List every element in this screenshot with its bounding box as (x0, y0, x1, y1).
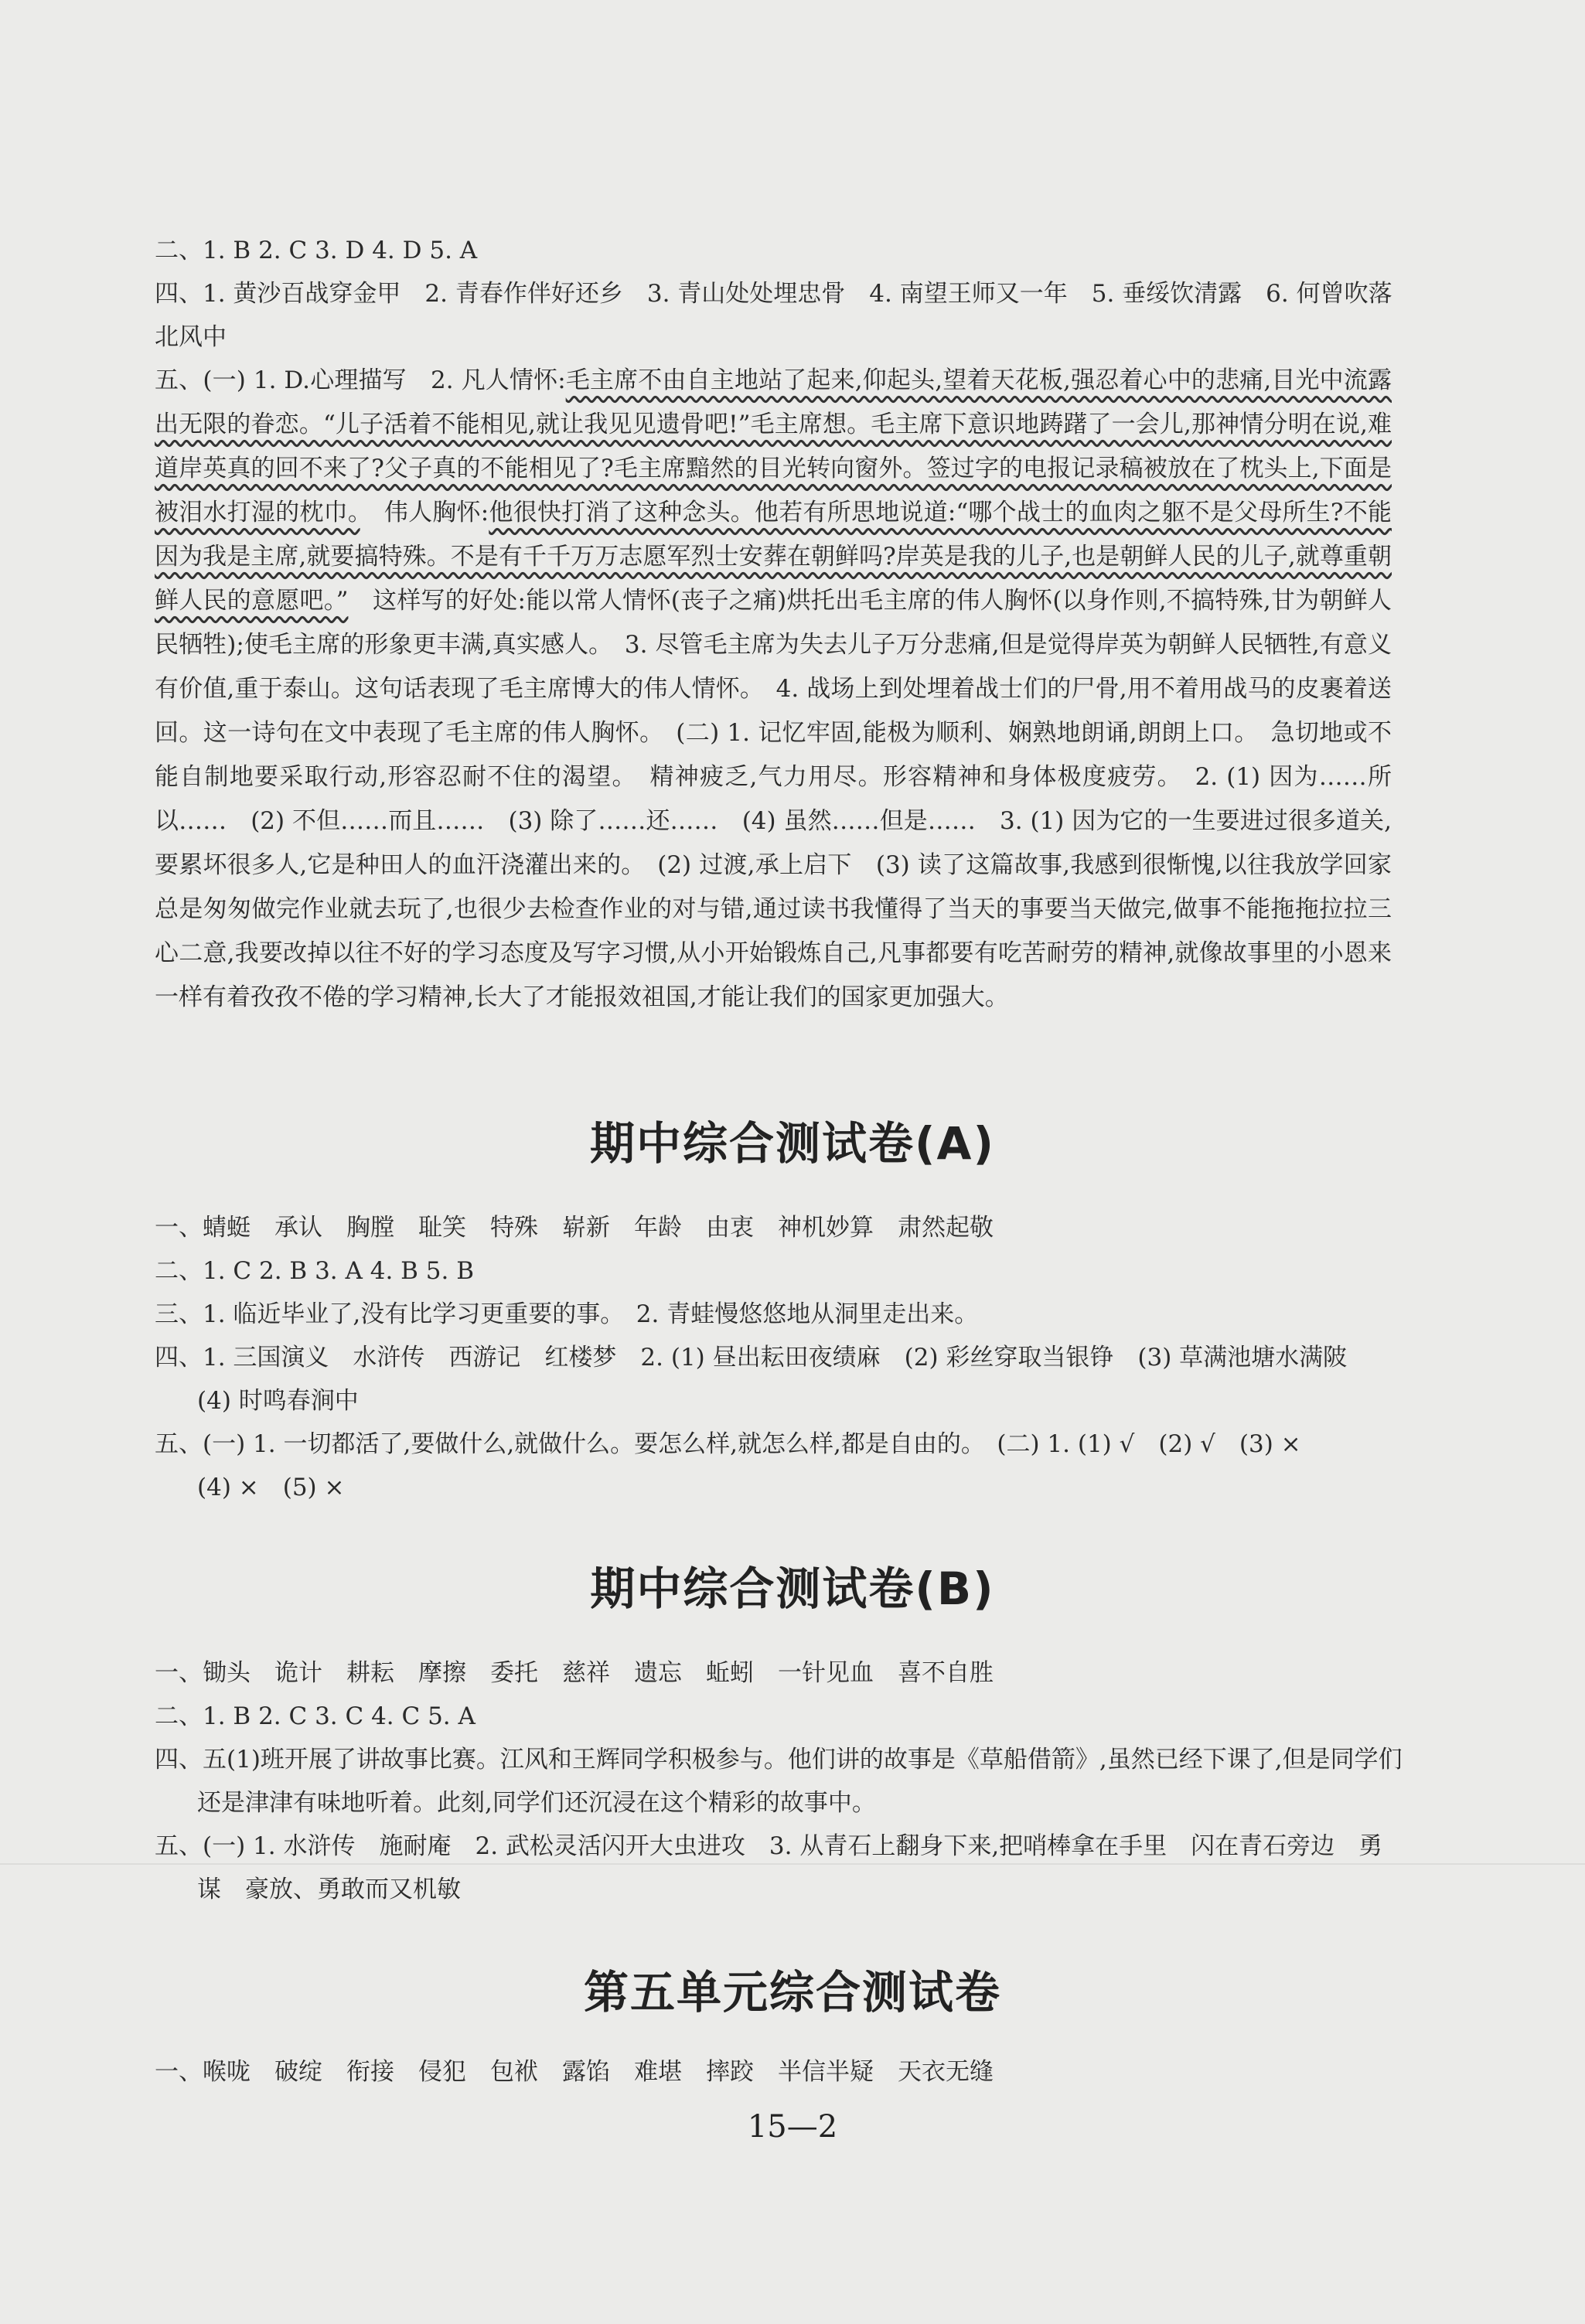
sec1-q5-wavy-human: 毛主席不由自主地站了起来,仰起头,望着天花板,强忍着心中的悲痛,目光中流露出无限的眷恋。“儿子活着不能相见,就让我见见遗骨吧!”毛主席想。毛主席下意识地踌躇了一会儿,那神情分明在说,难道岸英真的回不来了?父子真的不能相见了?毛主席黯然的目光转向窗外。签过字的电报记录稿被放在了枕头上,下面是被泪水打湿的枕巾。 (155, 366, 1392, 526)
page-number: 15—2 (747, 2109, 838, 2145)
sec2-q5-line1: 五、(一) 1. 一切都活了,要做什么,就做什么。要怎么样,就怎么样,都是自由的。 (二) 1. (1) √ (2) √ (3) × (155, 1430, 1301, 1458)
page-crease (0, 1863, 1585, 1865)
sec2-q5-line2: (4) × (5) × (197, 1474, 345, 1501)
sec2-q1: 一、蜻蜓 承认 胸膛 耻笑 特殊 崭新 年龄 由衷 神机妙算 肃然起敬 (155, 1214, 994, 1242)
sec2-title: 期中综合测试卷(A) (590, 1117, 995, 1170)
sec2-q4-line2: (4) 时鸣春涧中 (197, 1387, 359, 1415)
sec1-q5-intro: 五、(一) 1. D.心理描写 2. 凡人情怀: (155, 366, 566, 394)
sec1-q5-mid: 伟人胸怀: (360, 499, 489, 526)
sec3-title: 期中综合测试卷(B) (590, 1562, 995, 1615)
sec1-q4-line2: 北风中 (155, 323, 227, 351)
sec1-q4-line1: 四、1. 黄沙百战穿金甲 2. 青春作伴好还乡 3. 青山处处埋忠骨 4. 南望王师又一年 5. 垂绥饮清露 6. 何曾吹落 (155, 280, 1392, 308)
sec1-q5-wavy-leader: 他很快打消了这种念头。他若有所思地说道:“哪个战士的血肉之躯不是父母所生?不能因为我是主席,就要搞特殊。不是有千千万万志愿军烈士安葬在朝鲜吗?岸英是我的儿子,也是朝鲜人民的儿子,就尊重朝鲜人民的意愿吧。” (155, 499, 1392, 615)
sec3-q4-line2: 还是津津有味地听着。此刻,同学们还沉浸在这个精彩的故事中。 (197, 1789, 876, 1817)
sec3-q4-line1: 四、五(1)班开展了讲故事比赛。江风和王辉同学积极参与。他们讲的故事是《草船借箭》,虽然已经下课了,但是同学们 (155, 1746, 1403, 1774)
sec4-q1: 一、喉咙 破绽 衔接 侵犯 包袱 露馅 难堪 摔跤 半信半疑 天衣无缝 (155, 2058, 994, 2086)
sec4-title: 第五单元综合测试卷 (583, 1966, 1001, 2019)
sec3-q1: 一、锄头 诡计 耕耘 摩擦 委托 慈祥 遗忘 蚯蚓 一针见血 喜不自胜 (155, 1659, 994, 1687)
sec1-q2: 二、1. B 2. C 3. D 4. D 5. A (155, 237, 478, 264)
sec3-q2: 二、1. B 2. C 3. C 4. C 5. A (155, 1702, 476, 1730)
sec2-q4-line1: 四、1. 三国演义 水浒传 西游记 红楼梦 2. (1) 昼出耘田夜绩麻 (2) 彩丝穿取当银铮 (3) 草满池塘水满陂 (155, 1344, 1348, 1372)
sec1-q5-rest: 这样写的好处:能以常人情怀(丧子之痛)烘托出毛主席的伟人胸怀(以身作则,不搞特殊,甘为朝鲜人民牺牲);使毛主席的形象更丰满,真实感人。 3. 尽管毛主席为失去儿子万分悲痛,但是觉得岸英为朝鲜人民牺牲,有意义有价值,重于泰山。这句话表现了毛主席博大的伟人情怀。 4. 战场上到处埋着战士们的尸骨,用不着用战马的皮裹着送回。这一诗句在文中表现了毛主席的伟人胸怀。 (二) 1. 记忆牢固,能极为顺利、娴熟地朗诵,朗朗上口。 急切地或不能自制地要采取行动,形容忍耐不住的渴望。 精神疲乏,气力用尽。形容精神和身体极度疲劳。 2. (1) 因为……所以…… (2) 不但……而且…… (3) 除了……还…… (4) 虽然……但是…… 3. (1) 因为它的一生要进过很多道关,要累坏很多人,它是种田人的血汗浇灌出来的。 (2) 过渡,承上启下 (3) 读了这篇故事,我感到很惭愧,以往我放学回家总是匆匆做完作业就去玩了,也很少去检查作业的对与错,通过读书我懂得了当天的事要当天做完,做事不能拖拖拉拉三心二意,我要改掉以往不好的学习态度及写字习惯,从小开始锻炼自己,凡事都要有吃苦耐劳的精神,就像故事里的小恩来一样有着孜孜不倦的学习精神,长大了才能报效祖国,才能让我们的国家更加强大。 (155, 587, 1392, 1011)
sec2-q3: 三、1. 临近毕业了,没有比学习更重要的事。 2. 青蛙慢悠悠地从洞里走出来。 (155, 1300, 979, 1328)
sec3-q5-line2: 谋 豪放、勇敢而又机敏 (197, 1876, 461, 1903)
sec1-q5-paragraph (155, 359, 1392, 1020)
sec3-q5-line1: 五、(一) 1. 水浒传 施耐庵 2. 武松灵活闪开大虫进攻 3. 从青石上翻身下来,把哨棒拿在手里 闪在青石旁边 勇 (155, 1832, 1383, 1860)
sec2-q2: 二、1. C 2. B 3. A 4. B 5. B (155, 1257, 475, 1285)
